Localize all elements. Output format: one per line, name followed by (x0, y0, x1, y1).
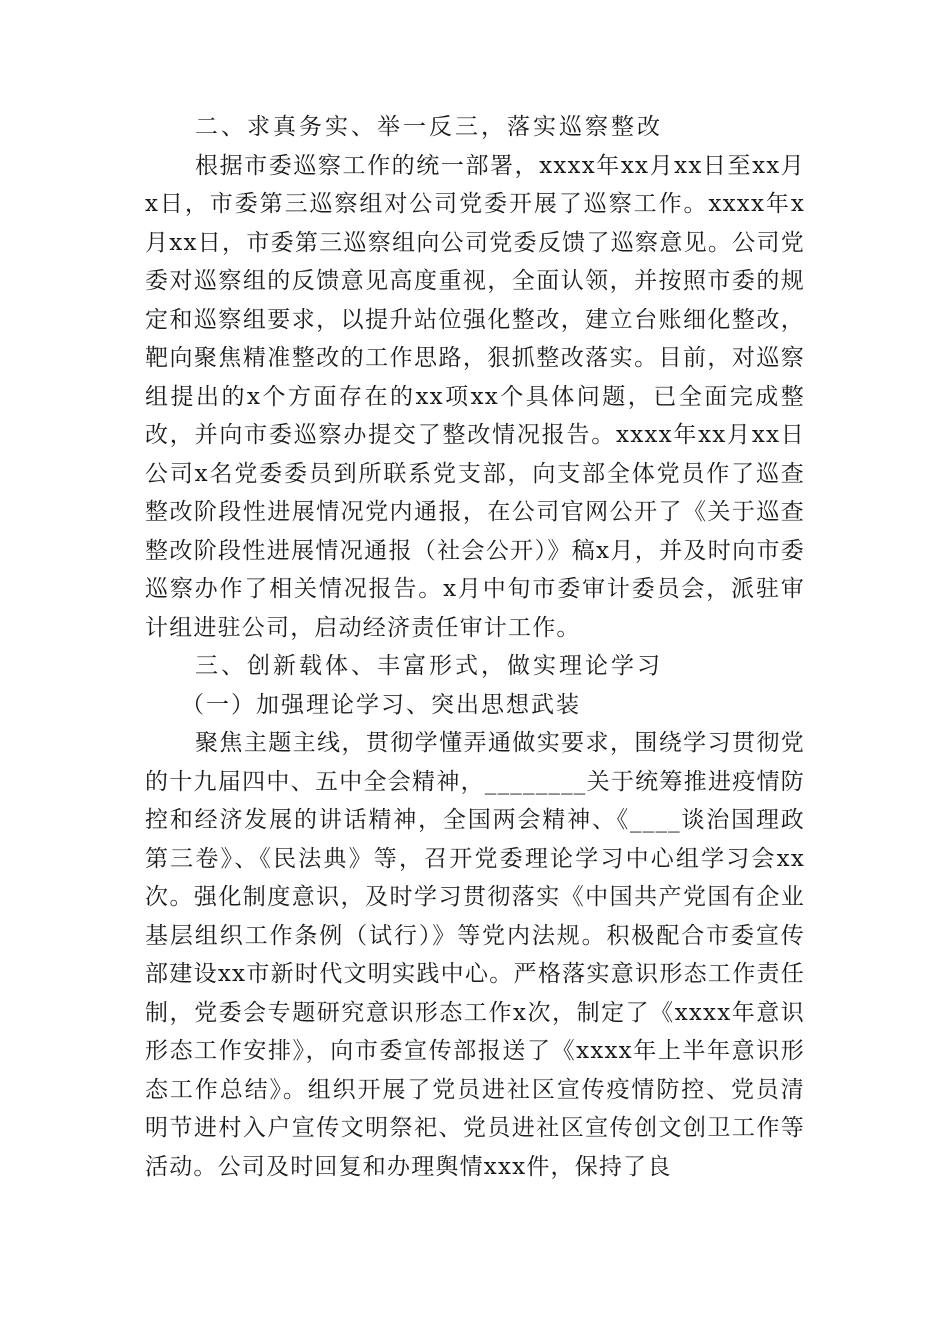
section-heading-3: 三、创新载体、丰富形式，做实理论学习 (195, 653, 663, 679)
paragraph-theory-study: 聚焦主题主线，贯彻学懂弄通做实要求，围绕学习贯彻党的十九届四中、五中全会精神，________关于统筹推进疫情防控和经济发展的讲话精神，全国两会精神、《____谈治国理政第三卷》、《民法典》等，召开党委理论学习中心组学习会xx次。强化制度意识，及时学习贯彻落实《中国共产党国有企业基层组织工作条例（试行）》等党内法规。积极配合市委宣传部建设xx市新时代文明实践中心。严格落实意识形态工作责任制，党委会专题研究意识形态工作x次，制定了《xxxx年意识形态工作安排》，向市委宣传部报送了《xxxx年上半年意识形态工作总结》。组织开展了党员进社区宣传疫情防控、党员清明节进村入户宣传文明祭祀、党员进社区宣传创文创卫工作等活动。公司及时回复和办理舆情xxx件，保持了良 (145, 730, 805, 1180)
document-body (145, 108, 805, 1186)
subsection-heading-1: （一）加强理论学习、突出思想武装 (181, 691, 581, 718)
paragraph-inspection-rectification: 根据市委巡察工作的统一部署，xxxx年xx月xx日至xx月x日，市委第三巡察组对公司党委开展了巡察工作。xxxx年x月xx日，市委第三巡察组向公司党委反馈了巡察意见。公司党委对巡察组的反馈意见高度重视，全面认领，并按照市委的规定和巡察组要求，以提升站位强化整改，建立台账细化整改，靶向聚焦精准整改的工作思路，狠抓整改落实。目前，对巡察组提出的x个方面存在的xx项xx个具体问题，已全面完成整改，并向市委巡察办提交了整改情况报告。xxxx年xx月xx日公司x名党委委员到所联系党支部，向支部全体党员作了巡查整改阶段性进展情况党内通报，在公司官网公开了《关于巡查整改阶段性进展情况通报（社会公开）》稿x月，并及时向市委巡察办作了相关情况报告。x月中旬市委审计委员会，派驻审计组进驻公司，启动经济责任审计工作。 (145, 152, 805, 641)
section-heading-2: 二、求真务实、举一反三，落实巡察整改 (195, 114, 663, 140)
